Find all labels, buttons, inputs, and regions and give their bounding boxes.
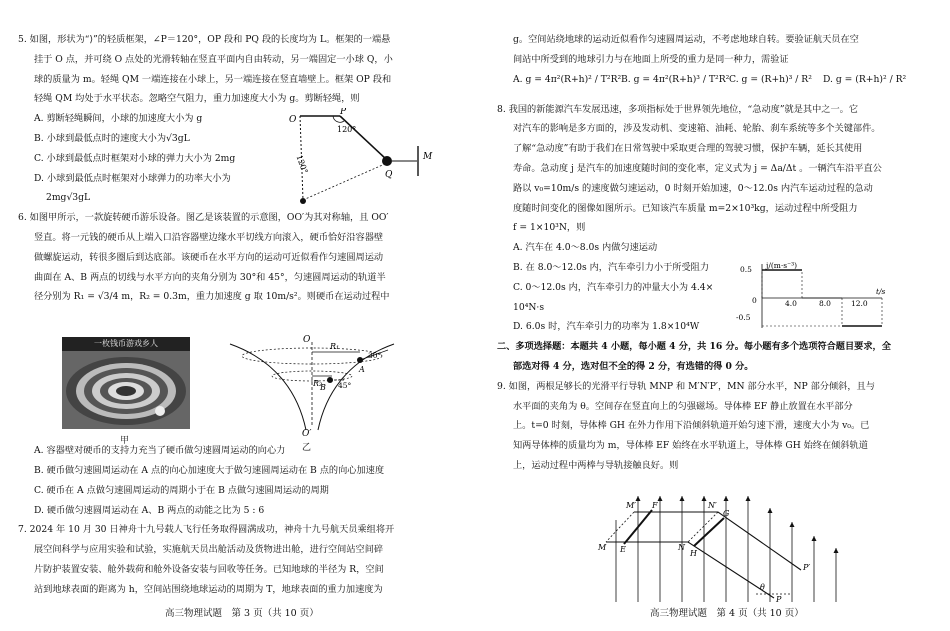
- left-page: [18, 0, 473, 600]
- x-tick-label: 4.0: [785, 299, 797, 308]
- q7-line: 片防护装置安装、舱外载荷和舱外设备安装与回收等任务。已知地球的半径为 R，空间: [34, 563, 384, 575]
- q6-line: 径分别为 R₁ = √3/4 m，R₂ = 0.3m，重力加速度 g 取 10m/s²。则硬币在运动过程中: [34, 291, 390, 303]
- label-n-prime: N′: [708, 501, 717, 510]
- q6-funnel-diagram: [220, 332, 395, 438]
- q8-option-a: A. 汽车在 4.0～8.0s 内做匀速运动: [513, 242, 658, 254]
- q5-line: 球的质量为 m。轻绳 QM 一端连接在小球上，另一端连接在竖直墙壁上。框架 OP 段和: [34, 73, 392, 85]
- q6-option-c: C. 硬币在 A 点做匀速圆周运动的周期小于在 B 点做匀速圆周运动的周期: [34, 484, 329, 496]
- q8-line: 8. 我国的新能源汽车发展迅速，多项指标处于世界领先地位，“急动度”就是其中之一。它: [497, 103, 859, 115]
- photo-caption-text: 一枚钱币游戏乡人: [62, 337, 190, 351]
- label-p: P: [776, 595, 782, 604]
- label-n: N: [678, 543, 685, 552]
- label-r1: R₁: [330, 342, 340, 351]
- q7-option-d: D. g = (R+h)² / R²: [823, 73, 907, 85]
- q5-option-a: A. 剪断轻绳瞬间，小球的加速度大小为 g: [34, 113, 203, 125]
- label-theta: θ: [760, 583, 765, 592]
- right-page: [497, 0, 950, 476]
- q6-line: 做螺旋运动，转很多圈后到达底部。该硬币在水平方向的运动可近似看作匀速圆周运动: [34, 251, 384, 263]
- q7-option-c: C. g = (R+h)³ / R²: [729, 73, 812, 85]
- label-e: E: [620, 545, 626, 554]
- q8-line: 度随时间变化的图像如图所示。已知该汽车质量 m=2×10³kg，运动过程中所受阻力: [513, 202, 858, 214]
- label-p-prime: P′: [803, 563, 811, 572]
- q9-line: 上，运动过程中两棒与导轨接触良好。则: [513, 459, 679, 471]
- y-tick-label: -0.5: [736, 313, 751, 322]
- label-o-prime: O′: [302, 429, 312, 438]
- q8-option-c-cont: 10⁴N·s: [513, 301, 545, 313]
- y-axis-label: j/(m·s⁻³): [766, 261, 798, 270]
- section-2-heading-cont: 部选对得 4 分，选对但不全的得 2 分，有选错的得 0 分。: [513, 360, 754, 372]
- x-tick-label: 8.0: [819, 299, 831, 308]
- label-a: A: [359, 365, 365, 374]
- q5-line: 轻绳 QM 均处于水平状态。忽略空气阻力，重力加速度大小为 g。剪断轻绳，则: [34, 93, 360, 105]
- q7-option-a: A. g = 4π²(R+h)² / T²R²: [513, 73, 622, 85]
- q9-line: 水平面的夹角为 θ。空间存在竖直向上的匀强磁场。导体棒 EF 静止放置在水平部分: [513, 400, 853, 412]
- q9-line: 9. 如图，两根足够长的光滑平行导轨 MNP 和 M′N′P′，MN 部分水平，NP 部分倾斜，且与: [497, 380, 875, 392]
- caption-yi: 乙: [302, 443, 312, 453]
- q6-option-d: D. 硬币做匀速圆周运动在 A、B 两点的动能之比为 5 : 6: [34, 504, 265, 516]
- footer-left: 高三物理试题 第 3 页（共 10 页）: [165, 608, 319, 619]
- q8-line: 路以 v₀=10m/s 的速度做匀速运动，0 时刻开始加速，0～12.0s 内汽车运动过程的急动: [513, 182, 873, 194]
- q8-option-d: D. 6.0s 时，汽车牵引力的功率为 1.8×10⁴W: [513, 321, 700, 333]
- q6-line: 6. 如图甲所示，一款旋转硬币游乐设备。图乙是该装置的示意图，OO′为其对称轴，且 OO′: [18, 212, 389, 224]
- q7-line: 展空间科学与应用实验和试验，实施航天员出舱活动及货物进出舱，进行空间站空间碎: [34, 544, 384, 556]
- q9-line: 知两导体棒的质量均为 m，导体棒 EF 始终在水平轨道上，导体棒 GH 始终在倾斜轨道: [513, 440, 868, 452]
- label-angle: 120°: [337, 125, 357, 134]
- label-h: H: [690, 549, 697, 558]
- label-angle2: 120°: [294, 153, 310, 175]
- q7-options: [497, 70, 950, 90]
- label-f: F: [652, 501, 658, 510]
- q8-option-b: B. 在 8.0～12.0s 内，汽车牵引力小于所受阻力: [513, 261, 710, 273]
- q6-option-b: B. 硬币做匀速圆周运动在 A 点的向心加速度大于做匀速圆周运动在 B 点的向心加速度: [34, 464, 385, 476]
- label-r2: R₂: [313, 379, 323, 388]
- q5-frame-diagram: [285, 108, 445, 208]
- label-m: M: [598, 543, 607, 552]
- q9-line: 上。t=0 时刻，导体棒 GH 在外力作用下沿倾斜轨道开始匀速下滑，速度大小为 v₀。已: [513, 420, 870, 432]
- section-2-heading: 二、多项选择题：本题共 4 小题，每小题 4 分，共 16 分。每小题有多个选项符合题目要求，全: [497, 341, 891, 353]
- q6-line: 竖直。将一元钱的硬币从上端入口沿容器壁边缘水平切线方向滚入，硬币恰好沿容器壁: [34, 231, 384, 243]
- q8-line: f = 1×10³N，则: [513, 222, 586, 234]
- q5-line: 5. 如图，形状为“⟩”的轻质框架，∠P＝120°，OP 段和 PQ 段的长度均为 L。框架的一端悬: [18, 34, 391, 45]
- q7-cont-line: g。空间站绕地球的运动近似看作匀速圆周运动，不考虑地球自转。要验证航天员在空: [513, 34, 859, 45]
- coin-game-photo: [62, 337, 190, 429]
- label-m-prime: M′: [626, 501, 637, 510]
- q5-option-d: D. 小球到最低点时框架对小球弹力的功率大小为: [34, 172, 231, 184]
- label-o: O: [303, 335, 311, 345]
- q5-option-d-cont: 2mg√3gL: [46, 192, 91, 204]
- q8-line: 对汽车的影响是多方面的，涉及发动机、变速箱、油耗、轮胎、刹车系统等多个关键部件。: [513, 123, 881, 135]
- caption-jia: 甲: [120, 436, 130, 446]
- label-m: M: [423, 152, 433, 162]
- y-tick-label: 0: [752, 296, 757, 305]
- q7-line: 7. 2024 年 10 月 30 日神舟十九号载人飞行任务取得圆满成功，神舟十九号航天员乘组将开: [18, 524, 395, 536]
- q5-line: 挂于 O 点，并可绕 O 点处的光滑转轴在竖直平面内自由转动，另一端固定一小球 Q，小: [34, 53, 393, 65]
- q5-option-c: C. 小球到最低点时框架对小球的弹力大小为 2mg: [34, 152, 236, 164]
- y-tick-label: 0.5: [740, 265, 752, 274]
- ball-q: [382, 156, 392, 166]
- q5-option-b: B. 小球到最低点时的速度大小为√3gL: [34, 132, 190, 144]
- label-b: B: [320, 383, 326, 392]
- q6-line: 曲面在 A、B 两点的切线与水平方向的夹角分别为 30°和 45°，匀速圆周运动的轨道半: [34, 271, 386, 283]
- footer-right: 高三物理试题 第 4 页（共 10 页）: [650, 608, 804, 619]
- q7-line: 站到地球表面的距离为 h，空间站围绕地球运动的周期为 T，地球表面的重力加速度为: [34, 583, 383, 595]
- label-o: O: [289, 115, 297, 125]
- q8-option-c: C. 0～12.0s 内，汽车牵引力的冲量大小为 4.4×: [513, 281, 714, 293]
- jerk-time-graph: [722, 258, 892, 330]
- label-30deg: 30°: [368, 351, 382, 360]
- x-axis-label: t/s: [876, 287, 886, 296]
- label-45deg: 45°: [338, 381, 352, 390]
- q9-rail-diagram: [596, 486, 861, 604]
- label-q: Q: [385, 170, 393, 180]
- label-g: G: [723, 509, 730, 518]
- q7-cont-line: 间站中所受到的地球引力与在地面上所受的重力是同一种力，需验证: [513, 53, 789, 65]
- q8-line: 寿命。急动度 j 是汽车的加速度随时间的变化率，定义式为 j = Δa/Δt 。一辆汽车沿平直公: [513, 162, 882, 174]
- x-tick-label: 12.0: [851, 299, 868, 308]
- q6-option-a: A. 容器壁对硬币的支持力充当了硬币做匀速圆周运动的向心力: [34, 445, 286, 457]
- q8-line: 了解“急动度”有助于我们在日常驾驶中采取更合理的驾驶习惯，保护车辆，延长其使用: [513, 143, 863, 155]
- label-p: P: [340, 108, 347, 117]
- q7-option-b: B. g = 4π²(R+h)³ / T²R²: [621, 73, 730, 85]
